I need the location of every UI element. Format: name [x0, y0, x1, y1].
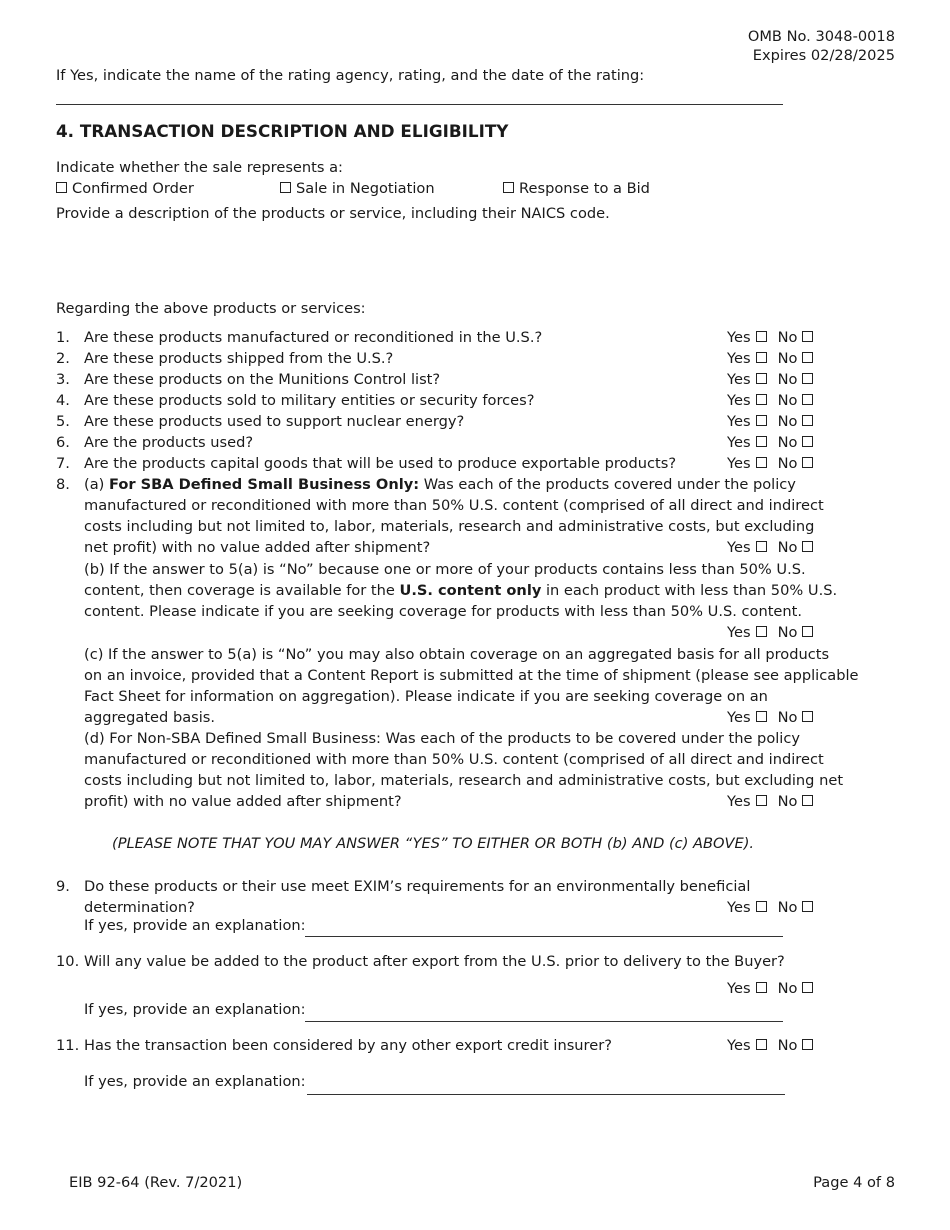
- yes-checkbox[interactable]: [756, 457, 767, 468]
- question-number: 11.: [56, 1037, 80, 1054]
- yes-checkbox[interactable]: [756, 436, 767, 447]
- q8d-line: costs including but not limited to, labor, materials, research and administrative costs, but excluding net: [84, 772, 844, 789]
- q8a-line: (a) For SBA Defined Small Business Only: Was each of the products covered under the policy: [84, 476, 796, 493]
- q8c-line: Fact Sheet for information on aggregation). Please indicate if you are seeking coverage on an: [84, 688, 768, 705]
- no-checkbox[interactable]: [802, 415, 813, 426]
- yes-no-q8a[interactable]: Yes No: [727, 539, 813, 556]
- question-text: Do these products or their use meet EXIM’s requirements for an environmentally beneficial: [84, 878, 751, 895]
- question-number: 6.: [56, 434, 70, 451]
- no-checkbox[interactable]: [802, 394, 813, 405]
- question-number: 1.: [56, 329, 70, 346]
- form-id: EIB 92-64 (Rev. 7/2021): [69, 1174, 243, 1191]
- yes-checkbox[interactable]: [756, 711, 767, 722]
- yes-checkbox[interactable]: [756, 1039, 767, 1050]
- q8d-line: (d) For Non-SBA Defined Small Business: Was each of the products to be covered under the policy: [84, 730, 801, 747]
- option-sale-in-negotiation[interactable]: Sale in Negotiation: [280, 180, 435, 197]
- expiration-date: Expires 02/28/2025: [752, 47, 895, 64]
- no-checkbox[interactable]: [802, 331, 813, 342]
- q8b-line: content, then coverage is available for the U.S. content only in each product with less than 50% U.S.: [84, 582, 838, 599]
- question-text: Are these products used to support nuclear energy?: [84, 413, 465, 430]
- yes-checkbox[interactable]: [756, 352, 767, 363]
- q8b-line: content. Please indicate if you are seeking coverage for products with less than 50% U.S. content.: [84, 603, 803, 620]
- question-number: 5.: [56, 413, 70, 430]
- yes-checkbox[interactable]: [756, 394, 767, 405]
- question-text: Will any value be added to the product after export from the U.S. prior to delivery to the Buyer?: [84, 953, 785, 970]
- yes-no-q8c[interactable]: Yes No: [727, 709, 813, 726]
- yes-no-q8d[interactable]: Yes No: [727, 793, 813, 810]
- q8a-line: costs including but not limited to, labor, materials, research and administrative costs, but excluding: [84, 518, 815, 535]
- question-text: Are these products sold to military entities or security forces?: [84, 392, 535, 409]
- note-text: (PLEASE NOTE THAT YOU MAY ANSWER “YES” TO EITHER OR BOTH (b) AND (c) ABOVE).: [112, 835, 755, 852]
- confirmed-order-checkbox[interactable]: [56, 182, 67, 193]
- sale-prompt: Indicate whether the sale represents a:: [56, 159, 343, 176]
- rating-prompt: If Yes, indicate the name of the rating agency, rating, and the date of the rating:: [56, 67, 645, 84]
- omb-number: OMB No. 3048-0018: [747, 28, 895, 45]
- rating-input-line[interactable]: [56, 104, 783, 105]
- question-text: Are these products manufactured or reconditioned in the U.S.?: [84, 329, 543, 346]
- question-text: Are the products used?: [84, 434, 254, 451]
- yes-checkbox[interactable]: [756, 901, 767, 912]
- yes-checkbox[interactable]: [756, 541, 767, 552]
- no-checkbox[interactable]: [802, 457, 813, 468]
- yes-no-q1[interactable]: Yes No: [727, 329, 813, 346]
- yes-no-q9[interactable]: Yes No: [727, 899, 813, 916]
- yes-checkbox[interactable]: [756, 373, 767, 384]
- q8b-line: (b) If the answer to 5(a) is “No” because one or more of your products contains less than 50% U.S.: [84, 561, 806, 578]
- question-number: 8.: [56, 476, 70, 493]
- no-checkbox[interactable]: [802, 901, 813, 912]
- yes-no-q7[interactable]: Yes No: [727, 455, 813, 472]
- q8a-line: manufactured or reconditioned with more than 50% U.S. content (comprised of all direct and indirect: [84, 497, 824, 514]
- explain-label: If yes, provide an explanation:: [84, 1073, 306, 1090]
- explain-input-line-q9[interactable]: [305, 936, 783, 937]
- yes-no-q6[interactable]: Yes No: [727, 434, 813, 451]
- no-checkbox[interactable]: [802, 626, 813, 637]
- q8c-line: aggregated basis.: [84, 709, 216, 726]
- question-number: 2.: [56, 350, 70, 367]
- explain-input-line-q11[interactable]: [307, 1094, 785, 1095]
- no-checkbox[interactable]: [802, 436, 813, 447]
- option-response-to-bid[interactable]: Response to a Bid: [503, 180, 650, 197]
- yes-no-q2[interactable]: Yes No: [727, 350, 813, 367]
- question-number: 3.: [56, 371, 70, 388]
- yes-no-q10[interactable]: Yes No: [727, 980, 813, 997]
- no-checkbox[interactable]: [802, 541, 813, 552]
- explain-input-line-q10[interactable]: [305, 1021, 783, 1022]
- regarding-label: Regarding the above products or services:: [56, 300, 366, 317]
- question-text: Are the products capital goods that will be used to produce exportable products?: [84, 455, 677, 472]
- question-number: 9.: [56, 878, 70, 895]
- q8d-line: profit) with no value added after shipment?: [84, 793, 402, 810]
- description-prompt: Provide a description of the products or service, including their NAICS code.: [56, 205, 610, 222]
- q8d-line: manufactured or reconditioned with more than 50% U.S. content (comprised of all direct and indirect: [84, 751, 824, 768]
- option-confirmed-order[interactable]: Confirmed Order: [56, 180, 194, 197]
- yes-checkbox[interactable]: [756, 982, 767, 993]
- yes-checkbox[interactable]: [756, 331, 767, 342]
- response-to-bid-checkbox[interactable]: [503, 182, 514, 193]
- q8c-line: on an invoice, provided that a Content Report is submitted at the time of shipment (please see applicable: [84, 667, 859, 684]
- page-number: Page 4 of 8: [813, 1174, 895, 1191]
- yes-checkbox[interactable]: [756, 795, 767, 806]
- q8a-line: net profit) with no value added after shipment?: [84, 539, 431, 556]
- yes-no-q3[interactable]: Yes No: [727, 371, 813, 388]
- sale-in-negotiation-checkbox[interactable]: [280, 182, 291, 193]
- question-number: 4.: [56, 392, 70, 409]
- yes-no-q8b[interactable]: Yes No: [727, 624, 813, 641]
- yes-no-q5[interactable]: Yes No: [727, 413, 813, 430]
- yes-checkbox[interactable]: [756, 415, 767, 426]
- question-text: Has the transaction been considered by any other export credit insurer?: [84, 1037, 612, 1054]
- explain-label: If yes, provide an explanation:: [84, 1001, 306, 1018]
- question-text: Are these products shipped from the U.S.?: [84, 350, 394, 367]
- question-number: 10.: [56, 953, 80, 970]
- explain-label: If yes, provide an explanation:: [84, 917, 306, 934]
- q8c-line: (c) If the answer to 5(a) is “No” you may also obtain coverage on an aggregated basis for all products: [84, 646, 830, 663]
- no-checkbox[interactable]: [802, 352, 813, 363]
- no-checkbox[interactable]: [802, 982, 813, 993]
- yes-no-q4[interactable]: Yes No: [727, 392, 813, 409]
- question-text: determination?: [84, 899, 195, 916]
- no-checkbox[interactable]: [802, 711, 813, 722]
- question-number: 7.: [56, 455, 70, 472]
- no-checkbox[interactable]: [802, 373, 813, 384]
- no-checkbox[interactable]: [802, 1039, 813, 1050]
- yes-checkbox[interactable]: [756, 626, 767, 637]
- yes-no-q11[interactable]: Yes No: [727, 1037, 813, 1054]
- section-title: 4. TRANSACTION DESCRIPTION AND ELIGIBILITY: [56, 121, 509, 141]
- no-checkbox[interactable]: [802, 795, 813, 806]
- question-text: Are these products on the Munitions Control list?: [84, 371, 441, 388]
